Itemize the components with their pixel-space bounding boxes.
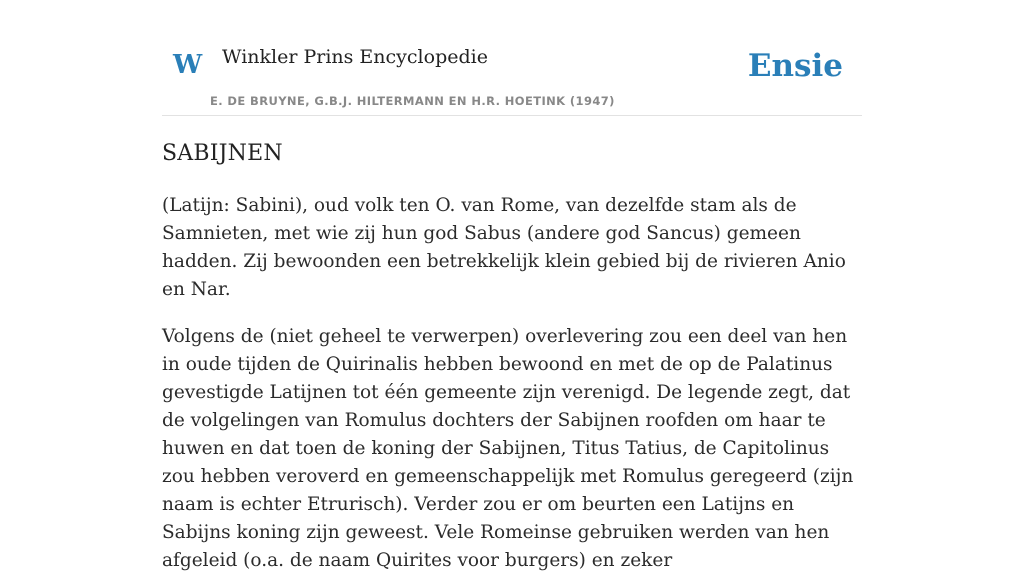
publication-title[interactable]: Winkler Prins Encyclopedie: [222, 46, 488, 68]
article-content: [162, 138, 862, 575]
winkler-prins-logo[interactable]: W: [173, 50, 203, 80]
publication-authors: E. DE BRUYNE, G.B.J. HILTERMANN EN H.R. HOETINK (1947): [210, 94, 615, 108]
article-paragraph: Volgens de (niet geheel te verwerpen) overlevering zou een deel van hen in oude tijden de Quirinalis hebben bewoond en met de op de Palatinus gevestigde Latijnen tot één gemeente zijn verenigd. De legende zegt, dat de volgelingen van Romulus dochters der Sabijnen roofden om haar te huwen en dat toen de koning der Sabijnen, Titus Tatius, de Capitolinus zou hebben veroverd en gemeenschappelijk met Romulus geregeerd (zijn naam is echter Etrurisch). Verder zou er om beurten een Latijns en Sabijns koning zijn geweest. Vele Romeinse gebruiken werden van hen afgeleid (o.a. de naam Quirites voor burgers) en zeker: [162, 326, 854, 571]
article-headword: SABIJNEN: [162, 141, 283, 166]
article-paragraph: (Latijn: Sabini), oud volk ten O. van Rome, van dezelfde stam als de Samnieten, met wie zij hun god Sabus (andere god Sancus) gemeen hadden. Zij bewoonden een betrekkelijk klein gebied bij de rivieren Anio en Nar.: [162, 195, 846, 300]
ensie-brand-logo[interactable]: Ensie: [747, 48, 843, 84]
site-header: [162, 0, 862, 116]
